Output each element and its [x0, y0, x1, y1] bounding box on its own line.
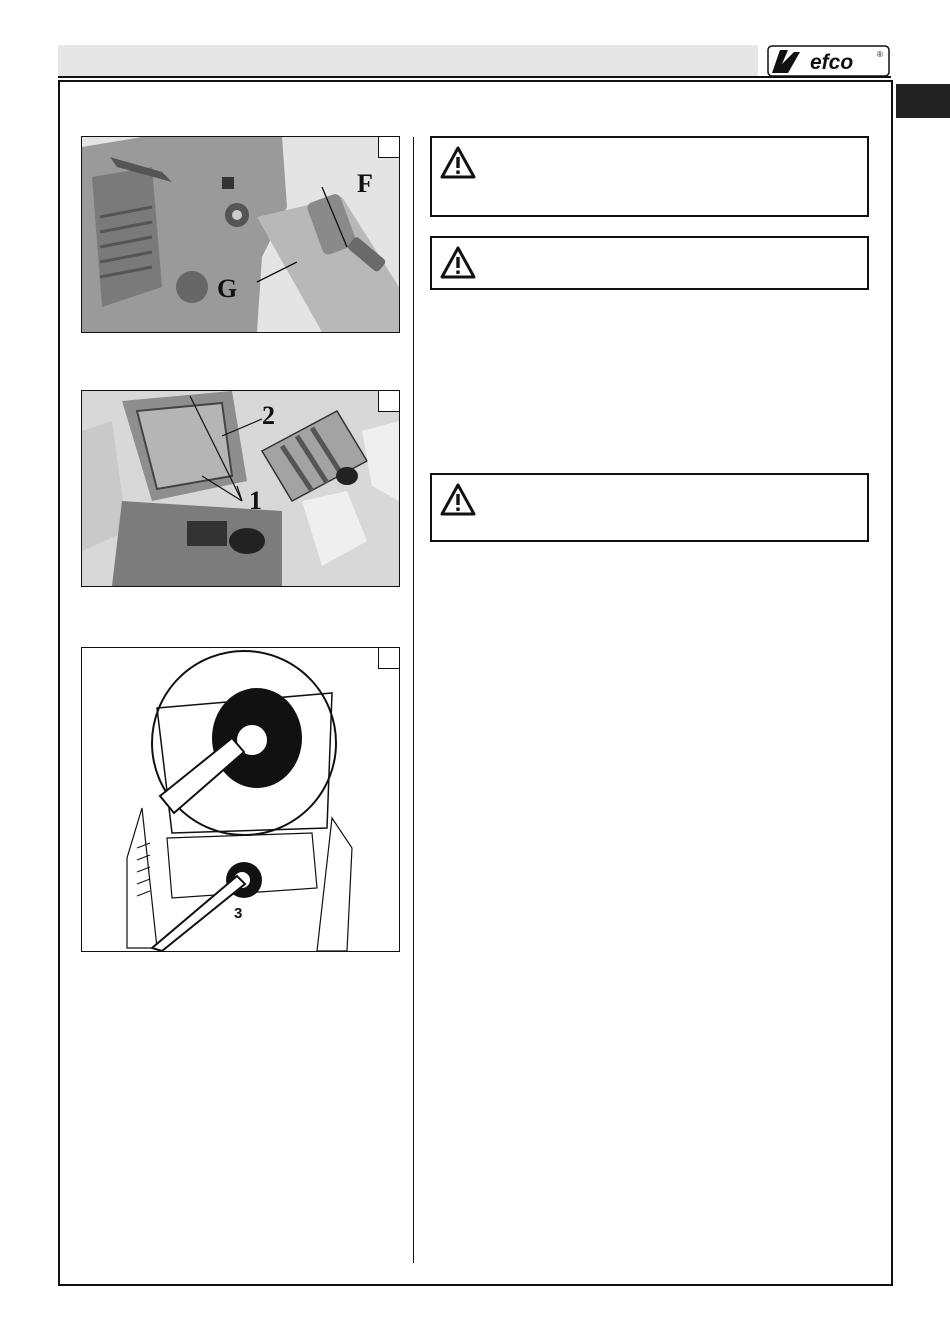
warning-triangle-icon: [440, 483, 476, 517]
column-divider: [413, 137, 414, 1263]
warning-triangle-icon: [440, 146, 476, 180]
brand-registered-mark: ®: [877, 50, 883, 59]
figure-spark-plug: [81, 647, 400, 952]
figure-number-box: [378, 137, 399, 158]
warning-box: [430, 473, 869, 542]
callout-1: 1: [249, 486, 262, 515]
callout-G: G: [217, 274, 238, 303]
header-bar: [58, 45, 758, 76]
callout-F: F: [357, 169, 373, 198]
efco-logo: [766, 44, 891, 78]
callout-3: 3: [234, 905, 243, 922]
brand-name: efco: [810, 51, 854, 74]
section-tab: [896, 84, 950, 118]
warning-box: [430, 236, 869, 290]
callout-2: 2: [262, 401, 275, 430]
figure-chainsaw-chain-tension: [81, 136, 400, 333]
warning-box: [430, 136, 869, 217]
figure-number-box: [378, 391, 399, 412]
warning-triangle-icon: [440, 246, 476, 280]
figure-air-filter: [81, 390, 400, 587]
figure-number-box: [378, 648, 399, 669]
